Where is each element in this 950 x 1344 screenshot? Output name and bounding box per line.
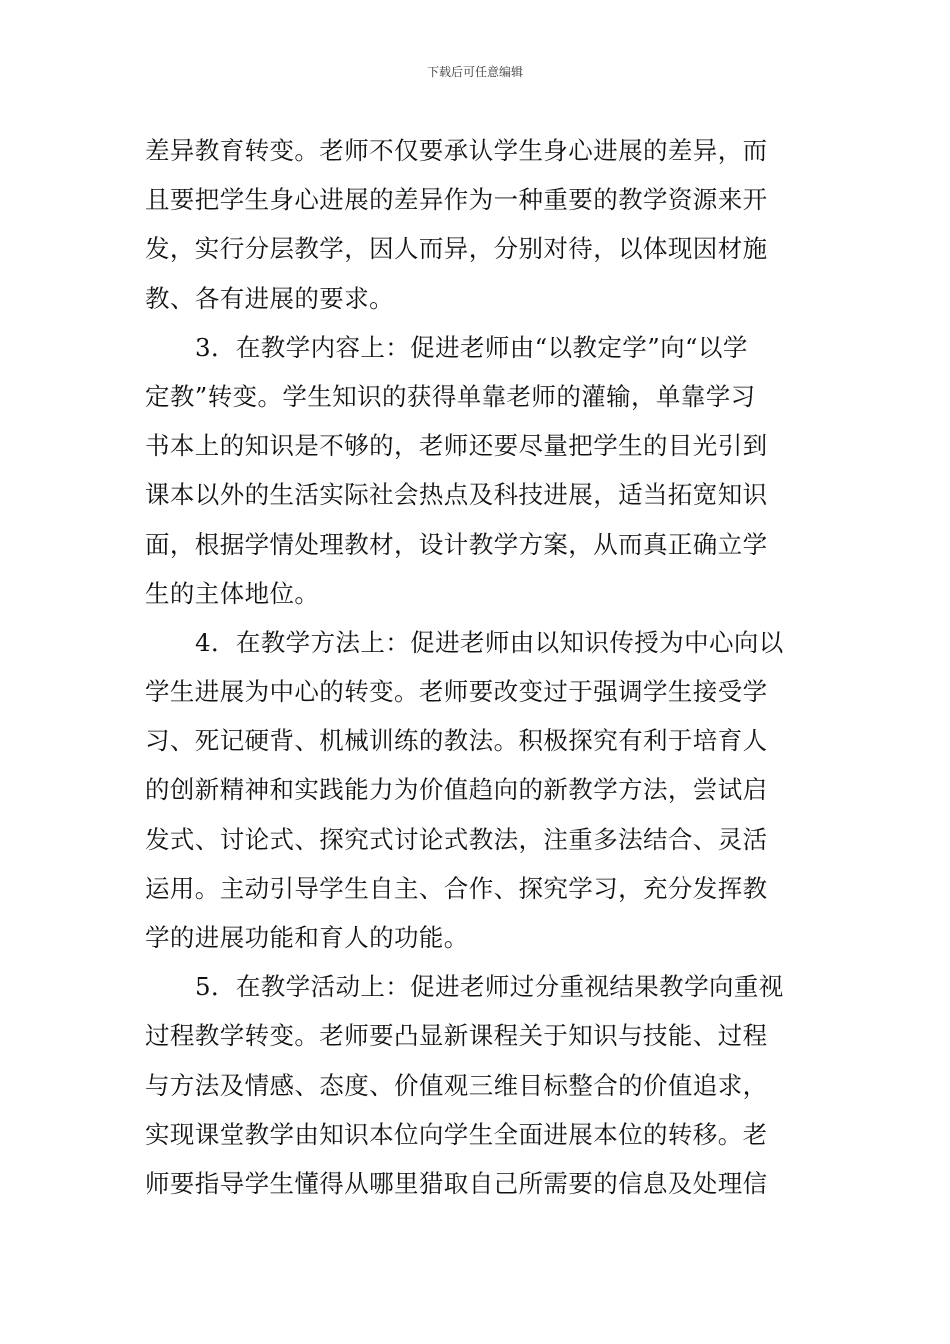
text-line: 定教”转变。学生知识的获得单靠老师的灌输，单靠学习 xyxy=(145,381,756,411)
text-line: 发，实行分层教学，因人而异，分别对待，以体现因材施 xyxy=(145,234,768,264)
text-line: 习、死记硬背、机械训练的教法。积极探究有利于培育人 xyxy=(145,726,768,756)
text-line: 过程教学转变。老师要凸显新课程关于知识与技能、过程 xyxy=(145,1021,768,1051)
text-line: 且要把学生身心进展的差异作为一种重要的教学资源来开 xyxy=(145,185,768,215)
document-body xyxy=(145,126,809,1208)
paragraph-start-line: 5．在教学活动上：促进老师过分重视结果教学向重视 xyxy=(195,972,784,1002)
text-line: 运用。主动引导学生自主、合作、探究学习，充分发挥教 xyxy=(145,873,768,903)
text-line: 发式、讨论式、探究式讨论式教法，注重多法结合、灵活 xyxy=(145,824,768,854)
text-line: 生的主体地位。 xyxy=(145,578,320,608)
text-line: 学的进展功能和育人的功能。 xyxy=(145,923,469,952)
text-line: 面，根据学情处理教材，设计教学方案，从而真正确立学 xyxy=(145,529,768,559)
text-line: 与方法及情感、态度、价值观三维目标整合的价值追求， xyxy=(145,1070,768,1100)
text-line: 课本以外的生活实际社会热点及科技进展，适当拓宽知识 xyxy=(145,480,768,510)
text-line: 教、各有进展的要求。 xyxy=(145,283,394,313)
page-header: 下载后可任意编辑 xyxy=(426,65,523,79)
paragraph-start-line: 3．在教学内容上：促进老师由“以教定学”向“以学 xyxy=(195,332,748,362)
text-line: 书本上的知识是不够的，老师还要尽量把学生的目光引到 xyxy=(145,431,768,461)
paragraph-start-line: 4．在教学方法上：促进老师由以知识传授为中心向以 xyxy=(195,627,784,657)
text-line: 差异教育转变。老师不仅要承认学生身心进展的差异，而 xyxy=(145,136,768,165)
text-line: 实现课堂教学由知识本位向学生全面进展本位的转移。老 xyxy=(145,1119,768,1149)
text-line: 的创新精神和实践能力为价值趋向的新教学方法，尝试启 xyxy=(145,775,768,805)
text-line: 学生进展为中心的转变。老师要改变过于强调学生接受学 xyxy=(145,677,768,707)
text-line: 师要指导学生懂得从哪里猎取自己所需要的信息及处理信 xyxy=(145,1168,768,1198)
